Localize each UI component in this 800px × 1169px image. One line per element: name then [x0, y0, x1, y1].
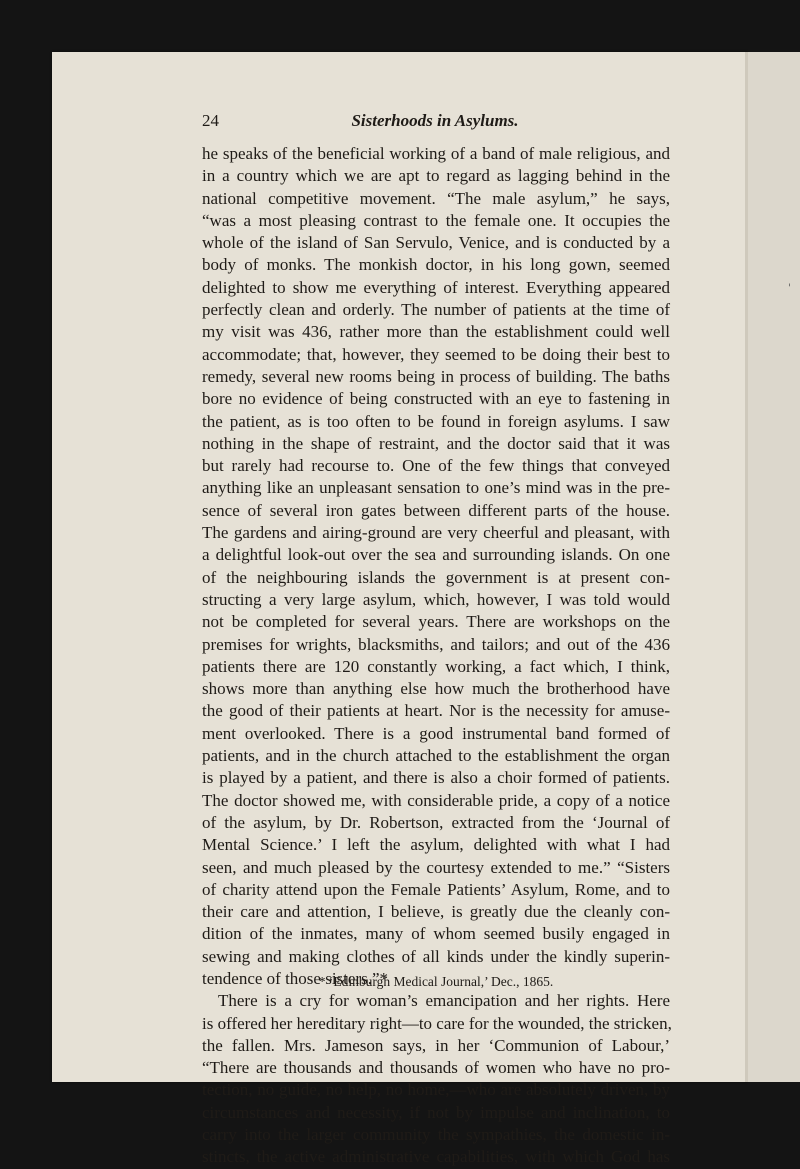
text-line: accommodate; that, however, they seemed to be doing their best to: [202, 344, 670, 364]
text-line: the good of their patients at heart. Nor is the necessity for amuse-: [202, 701, 670, 721]
text-line: stincts, the active administrative capabilities, with which God has: [202, 1147, 670, 1167]
text-line: anything like an unpleasant sensation to one’s mind was in the pre-: [202, 478, 670, 498]
text-line: their care and attention, I believe, is greatly due the cleanly con-: [202, 902, 670, 922]
text-line: seen, and much pleased by the courtesy extended to me.” “Sisters: [202, 857, 670, 877]
text-line: delighted to show me everything of interest. Everything appeared: [202, 277, 670, 297]
text-line: my visit was 436, rather more than the establishment could well: [202, 322, 670, 342]
text-line: of the asylum, by Dr. Robertson, extracted from the ‘Journal of: [202, 812, 670, 832]
text-line: bore no evidence of being constructed with an eye to fastening in: [202, 389, 670, 409]
facing-page-strip: [748, 52, 800, 1082]
text-line: body of monks. The monkish doctor, in his long gown, seemed: [202, 255, 670, 275]
text-line: There is a cry for woman’s emancipation and her rights. Here: [218, 991, 670, 1011]
text-line: premises for wrights, blacksmiths, and tailors; and out of the 436: [202, 634, 670, 654]
text-line: the patient, as is too often to be found in foreign asylums. I saw: [202, 411, 670, 431]
text-line: tection, no guide, no help, no home,—who are absolutely driven, by: [202, 1080, 670, 1100]
text-line: a delightful look-out over the sea and surrounding islands. On one: [202, 545, 670, 565]
text-line: patients there are 120 constantly working, a fact which, I think,: [202, 656, 670, 676]
text-line: ment overlooked. There is a good instrumental band formed of: [202, 723, 670, 743]
text-line: sewing and making clothes of all kinds under the kindly superin-: [202, 946, 670, 966]
text-line: in a country which we are apt to regard as lagging behind in the: [202, 166, 670, 186]
text-line: not be completed for several years. There are workshops on the: [202, 612, 670, 632]
text-line: circumstances and necessity, if not by impulse and inclination, to: [202, 1102, 670, 1122]
text-line: “was a most pleasing contrast to the female one. It occupies the: [202, 210, 670, 230]
text-line: but rarely had recourse to. One of the few things that conveyed: [202, 456, 670, 476]
text-line: shows more than anything else how much the brotherhood have: [202, 679, 670, 699]
text-line: the fallen. Mrs. Jameson says, in her ‘Communion of Labour,’: [202, 1035, 670, 1055]
margin-mark: ': [788, 283, 791, 294]
text-line: sence of several iron gates between different parts of the house.: [202, 500, 670, 520]
page-number: 24: [202, 111, 219, 130]
text-line: whole of the island of San Servulo, Venice, and is conducted by a: [202, 233, 670, 253]
text-line: perfectly clean and orderly. The number of patients at the time of: [202, 300, 670, 320]
text-line: he speaks of the beneficial working of a band of male religious, and: [202, 144, 670, 163]
text-line: national competitive movement. “The male asylum,” he says,: [202, 188, 670, 208]
footnote: * ‘Edinburgh Medical Journal,’ Dec., 1865.: [318, 974, 554, 989]
text-line: patients, and in the church attached to the establishment the organ: [202, 746, 670, 766]
page-header: [202, 111, 668, 133]
text-line: The gardens and airing-ground are very cheerful and pleasant, with: [202, 523, 670, 543]
running-title: Sisterhoods in Asylums.: [351, 111, 519, 130]
text-line: structing a very large asylum, which, however, I was told would: [202, 589, 670, 609]
text-line: tendence of those sisters.”*: [202, 968, 388, 988]
text-line: “There are thousands and thousands of women who have no pro-: [202, 1058, 670, 1078]
text-line: of the neighbouring islands the government is at present con-: [202, 567, 670, 587]
body-text: [202, 143, 670, 1169]
text-line: Mental Science.’ I left the asylum, delighted with what I had: [202, 835, 670, 855]
text-line: The doctor showed me, with considerable pride, a copy of a notice: [202, 790, 670, 810]
text-line: is played by a patient, and there is also a choir formed of patients.: [202, 768, 670, 788]
text-line: dition of the inmates, many of whom seemed busily engaged in: [202, 924, 670, 944]
text-line: carry into the larger community the sympathies, the domestic in-: [202, 1125, 670, 1145]
text-line: remedy, several new rooms being in process of building. The baths: [202, 366, 670, 386]
text-line: of charity attend upon the Female Patients’ Asylum, Rome, and to: [202, 879, 670, 899]
text-line: is offered her hereditary right—to care for the wounded, the stricken,: [202, 1013, 672, 1033]
text-line: nothing in the shape of restraint, and the doctor said that it was: [202, 433, 670, 453]
